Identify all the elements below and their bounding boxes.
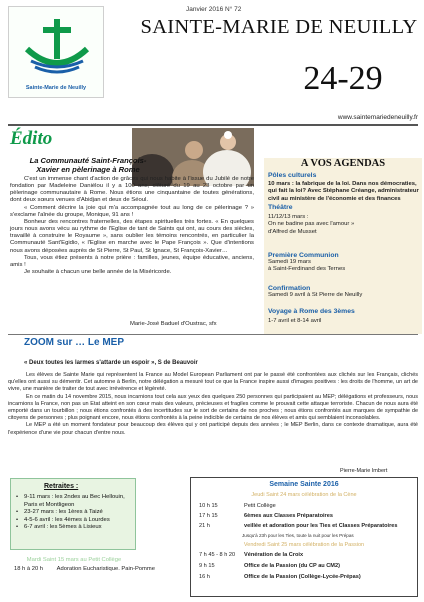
agenda-communion-place: à Saint-Ferdinand des Ternes xyxy=(268,266,346,273)
schedule-note: Jusqu'à 23h pour les Ties, toute la nuit pour les Prépas xyxy=(242,533,354,538)
schedule-text: Vénération de la Croix xyxy=(244,552,304,558)
edito-paragraph: Tous, vous étiez présents à notre prière : familles, jeunes, équipe éducative, anciens, amis ! xyxy=(10,254,254,268)
agenda-confirmation xyxy=(268,285,420,299)
schedule-time: 21 h xyxy=(199,523,210,529)
edito-signature: Marie-José Baduel d'Oustrac, sfx xyxy=(130,321,217,327)
agenda-theatre xyxy=(268,204,420,236)
header-divider xyxy=(8,124,418,126)
agenda-voyage-title: Voyage à Rome des 3èmes xyxy=(268,308,355,315)
agenda-theatre-play: On ne badine pas avec l'amour » xyxy=(268,221,355,228)
agenda-voyage xyxy=(268,308,420,325)
retraites-list xyxy=(16,494,138,532)
logo-text: Sainte-Marie de Neuilly xyxy=(25,85,87,91)
zoom-paragraph: En ce matin du 14 novembre 2015, nous incarnions tout cela aux yeux des quelques 250 personnes qui participaient au MEP; délégations et professeurs, nous incarnions la France, non pas un Etat atteint en son cœur mais des valeurs, précieuses et fragiles comme le prouvait cette attaque terroriste. Chacun de nous aura été emporté dans un tourbillon ; nous étions confrontés à des incertitudes sur le sort de certains de nos proches ; nous étions confrontés aux marques de sympathie de citoyens de personnes ; plus poignant encore, nous étions confrontés à la peine indicible de certains de nos élèves et amis qui semblaient inconsolables. xyxy=(8,393,418,422)
agenda-theatre-author: d'Alfred de Musset xyxy=(268,228,317,235)
agenda-communion-title: Première Communion xyxy=(268,252,339,259)
schedule-time: 16 h xyxy=(199,574,210,580)
vendredi-saint-heading: Vendredi Saint 25 mars célébration de la Passion xyxy=(243,542,365,548)
list-item: • 23-27 mars : les 1ères à Taizé xyxy=(16,509,138,517)
list-item: • 4-5-6 avril : les 4èmes à Lourdes xyxy=(16,517,138,525)
edito-paragraph: Je souhaite à chacun une belle année de la Miséricorde. xyxy=(24,269,172,276)
zoom-heading: ZOOM sur … Le MEP xyxy=(24,337,125,348)
mardi-saint-time: 18 h à 20 h xyxy=(14,566,44,572)
retraites-heading: Retraites : xyxy=(44,483,79,490)
list-item: • 6-7 avril : les 5èmes à Lisieux xyxy=(16,524,138,532)
mardi-saint-heading: Mardi Saint 15 mars au Petit Collège xyxy=(26,557,122,563)
agenda-confirmation-text: Samedi 9 avril à St Pierre de Neuilly xyxy=(268,292,363,299)
zoom-signature: Pierre-Marie Imbert xyxy=(340,468,388,474)
masthead-title: SAINTE-MARIE DE NEUILLY xyxy=(140,16,418,38)
agenda-voyage-dates: 1-7 avril et 8-14 avril xyxy=(268,318,322,325)
edito-heading: Édito xyxy=(10,128,53,149)
masthead-number: 24-29 xyxy=(303,60,383,97)
schedule-text: Office de la Passion (du CP au CM2) xyxy=(244,563,340,569)
edito-body xyxy=(10,176,254,276)
agenda-communion-date: Samedi 19 mars xyxy=(268,259,311,266)
agenda-poles-title: Pôles culturels xyxy=(268,172,317,179)
mardi-saint-text: Adoration Eucharistique. Pain-Pomme xyxy=(56,566,155,572)
agenda-poles xyxy=(268,172,420,203)
zoom-body xyxy=(8,372,418,437)
schedule-text: veillée et adoration pour les Ties et Classes Préparatoires xyxy=(244,523,398,529)
zoom-paragraph: Le MEP a été un moment fondateur pour beaucoup des élèves qui y ont participé depuis des années ; le MEP Berlin, dans ce contexte dramatique, aura été l'expérience d'une vie pour chacun d'entre nous. xyxy=(8,422,418,436)
mardi-saint-row xyxy=(14,566,155,572)
schedule-time: 17 h 15 xyxy=(199,513,218,519)
jeudi-saint-heading: Jeudi Saint 24 mars célébration de la Cène xyxy=(251,492,357,498)
website-link[interactable]: www.saintemariedeneuilly.fr xyxy=(337,114,418,121)
agenda-poles-text: 10 mars : la fabrique de la loi. Dans nos démocraties, qui fait la loi? Avec Stéphane Créange, administrateur civil au ministère de l'économie et des finances xyxy=(268,181,419,202)
anchor-cross-icon xyxy=(21,15,93,79)
school-logo xyxy=(8,6,104,98)
section-divider xyxy=(8,334,418,335)
schedule-text: Office de la Passion (Collège-Lycée-Prépas) xyxy=(244,574,361,580)
zoom-paragraph: Les élèves de Sainte Marie qui représentent la France au Model European Parliament ont par le passé été confrontées aux clichés sur les Français, clichés qu'elles ont aussi su démentir. Cet automne à Berlin, notre délégation a mesuré tout ce que la France inspire aussi d'images positives : les droits de l'homme, un art de vivre, une manière de traiter de tout avec irrévérence et légèreté. xyxy=(8,372,418,393)
edito-subtitle: La Communauté Saint-François-Xavier en pèlerinage à Rome xyxy=(29,156,147,175)
agenda-heading: A VOS AGENDAS xyxy=(300,158,386,169)
edito-paragraph: Bonheur des rencontres fraternelles, des étapes spirituelles très fortes. « En quelques jours nous avons vécu au rythme de l'Eglise de tant de Saints qui ont, au cours des siècles, travaillé à construire le Royaume », sans oublier les témoins rencontrés, en particulier la Communauté Sant'Egidio, « l'Eglise en marche avec le Pape François ». Que d'intentions nous avons déposées auprès de St Pierre, St Paul, St Ignace, St François-Xavier… xyxy=(10,218,254,254)
schedule-time: 10 h 15 xyxy=(199,503,218,509)
schedule-text: Petit Collège xyxy=(244,503,276,509)
agenda-confirmation-title: Confirmation xyxy=(268,285,311,292)
zoom-quote: « Deux toutes les larmes s'attarde un espoir », S de Beauvoir xyxy=(24,360,198,366)
agenda-theatre-title: Théâtre xyxy=(268,204,293,211)
schedule-time: 9 h 15 xyxy=(199,563,215,569)
schedule-text: 6èmes aux Classes Préparatoires xyxy=(244,513,333,519)
agenda-communion xyxy=(268,252,420,274)
edito-paragraph: C'est un immense chant d'action de grâces qui nous habite à l'issue du Jubilé de notre fondation par Madeleine Daniélou il y a 100 ans, clôturé du 19 au 23 octobre par un pèlerinage communautaire à Rome. Nous étions une cinquantaine de toutes générations, dont deux sœurs venues d'Abidjan et deux de Séoul. xyxy=(10,176,254,204)
edito-paragraph: « Comment décrire la joie qui m'a accompagnée tout au long de ce pèlerinage ? » s'exclame l'aînée du groupe, Monique, 91 ans ! xyxy=(10,204,254,218)
schedule-time: 7 h 45 - 8 h 20 xyxy=(199,552,236,558)
issue-number: Janvier 2016 N° 72 xyxy=(186,6,242,13)
agenda-theatre-dates: 11/12/13 mars : xyxy=(268,214,309,221)
semaine-sainte-heading: Semaine Sainte 2016 xyxy=(269,481,339,488)
list-item: • 9-11 mars : les 2ndes au Bec Hellouin, Paris et Montligeon xyxy=(16,494,138,509)
